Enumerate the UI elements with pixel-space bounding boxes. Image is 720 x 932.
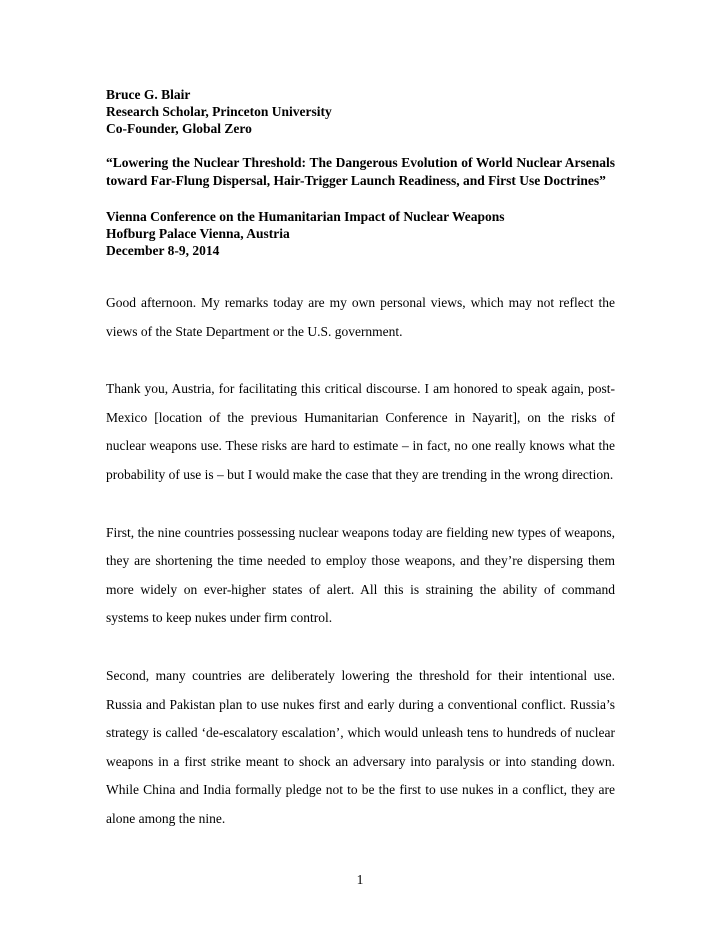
page-number: 1 [356, 872, 364, 887]
event-dates: December 8-9, 2014 [106, 243, 220, 258]
author-affiliation-2: Co-Founder, Global Zero [106, 121, 252, 136]
body-paragraph: Good afternoon. My remarks today are my own personal views, which may not reflect the views of the State Department or the U.S. government. [106, 295, 615, 339]
event-header [106, 208, 615, 259]
author-header [106, 86, 615, 137]
author-name: Bruce G. Blair [106, 87, 191, 102]
event-venue: Hofburg Palace Vienna, Austria [106, 226, 290, 241]
author-affiliation-1: Research Scholar, Princeton University [106, 104, 332, 119]
body-paragraph: Thank you, Austria, for facilitating this critical discourse. I am honored to speak again, post-Mexico [location of the previous Humanitarian Conference in Nayarit], on the risks of nuclear weapons use. These risks are hard to estimate – in fact, no one really knows what the probability of use is – but I would make the case that they are trending in the wrong direction. [106, 381, 615, 482]
body-paragraph: Second, many countries are deliberately lowering the threshold for their intentional use. Russia and Pakistan plan to use nukes first and early during a conventional conflict. Russia’s strategy is called ‘de-escalatory escalation’, which would unleash tens to hundreds of nuclear weapons in a first strike meant to shock an adversary into paralysis or into standing down. While China and India formally pledge not to be the first to use nukes in a conflict, they are alone among the nine. [106, 667, 615, 826]
speech-title: “Lowering the Nuclear Threshold: The Dangerous Evolution of World Nuclear Arsenals toward Far-Flung Dispersal, Hair-Trigger Launch Readiness, and First Use Doctrines” [106, 155, 615, 188]
event-name: Vienna Conference on the Humanitarian Impact of Nuclear Weapons [106, 209, 505, 224]
body-paragraph: First, the nine countries possessing nuclear weapons today are fielding new types of weapons, they are shortening the time needed to employ those weapons, and they’re dispersing them more widely on ever-higher states of alert. All this is straining the ability of command systems to keep nukes under firm control. [106, 524, 615, 626]
document-content [106, 86, 615, 834]
